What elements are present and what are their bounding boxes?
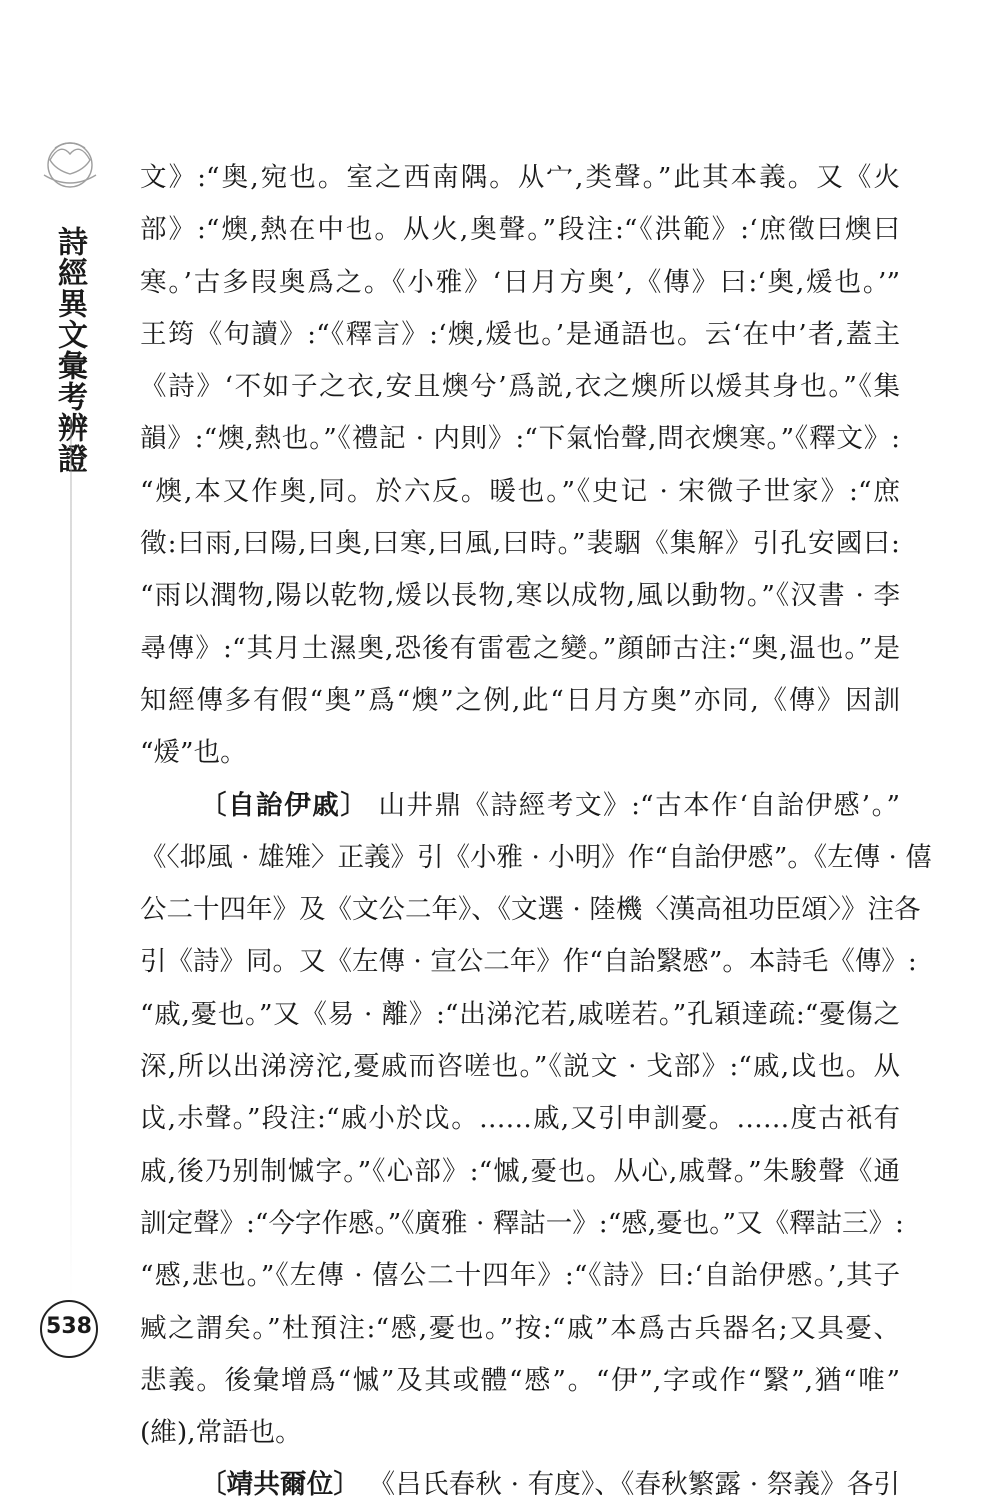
text-line: 公二十四年》及《文公二年》、《文選 · 陸機〈漢高祖功臣頌〉》注各 [140,894,921,926]
text-line: 徵:曰雨,曰陽,曰奥,曰寒,曰風,曰時。”裴駰《集解》引孔安國曰: [140,528,900,560]
running-title: 詩經異文彙考辨證 [52,226,87,474]
text-line: 韻》:“燠,熱也。”《禮記 · 内則》:“下氣怡聲,問衣燠寒。”《釋文》: [140,423,900,455]
entry-text: 《吕氏春秋 · 有度》、《春秋繁露 · 祭義》各引 [368,1469,901,1501]
text-line: 戚,後乃别制慽字。”《心部》:“慽,憂也。从心,戚聲。”朱駿聲《通 [140,1155,900,1187]
text-line: 引《詩》同。又《左傳 · 宣公二年》作“自詒繄慼”。本詩毛《傳》: [140,946,917,978]
entry-heading-line [140,780,900,832]
text-line: 王筠《句讀》:“《釋言》:‘燠,煖也。’是通語也。云‘在中’者,蓋主 [140,318,900,350]
text-line: 部》:“燠,熱在中也。从火,奥聲。”段注:“《洪範》:‘庶徵曰燠曰 [140,214,900,246]
text-line: “雨以潤物,陽以乾物,煖以長物,寒以成物,風以動物。”《汉書 · 李 [140,580,900,612]
text-line: 《詩》‘不如子之衣,安且燠兮’爲説,衣之燠所以煖其身也。”《集 [140,371,900,403]
page-number-badge [40,1300,102,1362]
text-line: 戉,尗聲。”段注:“戚小於戉。……戚,又引申訓憂。……度古祇有 [140,1103,900,1135]
text-line: 寒。’古多叚奥爲之。《小雅》‘日月方奥’,《傳》曰:‘奥,煖也。’” [140,266,900,298]
body-text [140,152,932,1512]
text-line: 深,所以出涕滂沱,憂戚而咨嗟也。”《説文 · 戈部》:“戚,戉也。从 [140,1051,900,1083]
text-line: 臧之謂矣。”杜預注:“慼,憂也。”按:“戚”本爲古兵器名;又具憂、 [140,1312,900,1344]
text-line: “戚,憂也。”又《易 · 離》:“出涕沱若,戚嗟若。”孔穎達疏:“憂傷之 [140,998,900,1030]
text-line: “燠,本又作奥,同。於六反。暖也。”《史记 · 宋微子世家》:“庶 [140,475,900,507]
entry-text: 山井鼎《詩經考文》:“古本作‘自詒伊慼’。” [378,789,900,821]
text-line: 《〈邶風 · 雄雉〉正義》引《小雅 · 小明》作“自詒伊慼”。《左傳 · 僖 [140,841,932,873]
entry-headword: 〔靖共爾位〕 [200,1469,361,1501]
page-number: 538 [46,1314,92,1339]
text-line: “煖”也。 [140,737,247,769]
text-line: 文》:“奥,宛也。室之西南隅。从宀,类聲。”此其本義。又《火 [140,162,900,193]
entry-heading-line [140,1459,900,1511]
text-line: 尋傳》:“其月土濕奥,恐後有雷雹之變。”顔師古注:“奥,温也。”是 [140,632,900,664]
entry-headword: 〔自詒伊戚〕 [200,789,369,821]
text-line: 知經傳多有假“奥”爲“燠”之例,此“日月方奥”亦同,《傳》因訓 [140,684,900,716]
page-divider [70,420,72,1300]
text-line: 訓定聲》:“今字作慼。”《廣雅 · 釋詁一》:“慼,憂也。”又《釋詁三》: [140,1207,904,1239]
text-line: “慼,悲也。”《左傳 · 僖公二十四年》:“《詩》曰:‘自詒伊慼。’,其子 [140,1260,900,1292]
decorative-ornament-icon [30,130,110,200]
text-line: 悲義。後彙增爲“慽”及其或體“慼”。“伊”,字或作“繄”,猶“唯” [140,1364,900,1396]
text-line: (維),常語也。 [140,1417,302,1449]
